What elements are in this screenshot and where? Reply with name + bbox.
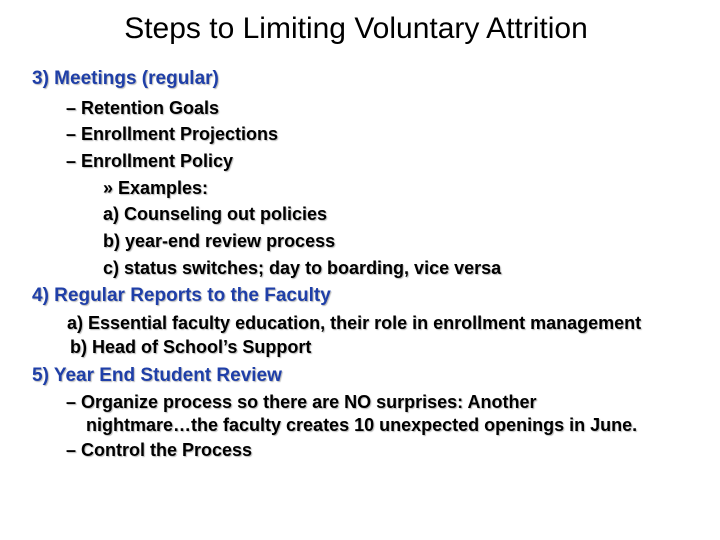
section-heading-year-end-review: 5) Year End Student Review — [32, 365, 282, 386]
section-heading-reports: 4) Regular Reports to the Faculty — [32, 285, 331, 306]
bullet-retention-goals: – Retention Goals — [66, 98, 220, 118]
sub-bullet-examples: » Examples: — [103, 178, 209, 198]
section-heading-meetings: 3) Meetings (regular) — [32, 68, 219, 89]
report-item-faculty-education: a) Essential faculty education, their role in enrollment management — [67, 313, 642, 333]
example-status-switches: c) status switches; day to boarding, vice versa — [103, 258, 502, 278]
bullet-control-process: – Control the Process — [66, 440, 253, 460]
bullet-enrollment-policy: – Enrollment Policy — [66, 151, 234, 171]
bullet-organize-process: – Organize process so there are NO surprises: Another — [66, 392, 537, 412]
slide-title: Steps to Limiting Voluntary Attrition — [124, 12, 588, 45]
example-year-end-review: b) year-end review process — [103, 231, 336, 251]
example-counseling-out: a) Counseling out policies — [103, 204, 328, 224]
bullet-enrollment-projections: – Enrollment Projections — [66, 124, 279, 144]
bullet-organize-process-cont: nightmare…the faculty creates 10 unexpected openings in June. — [86, 415, 638, 435]
report-item-head-support: b) Head of School’s Support — [70, 337, 312, 357]
